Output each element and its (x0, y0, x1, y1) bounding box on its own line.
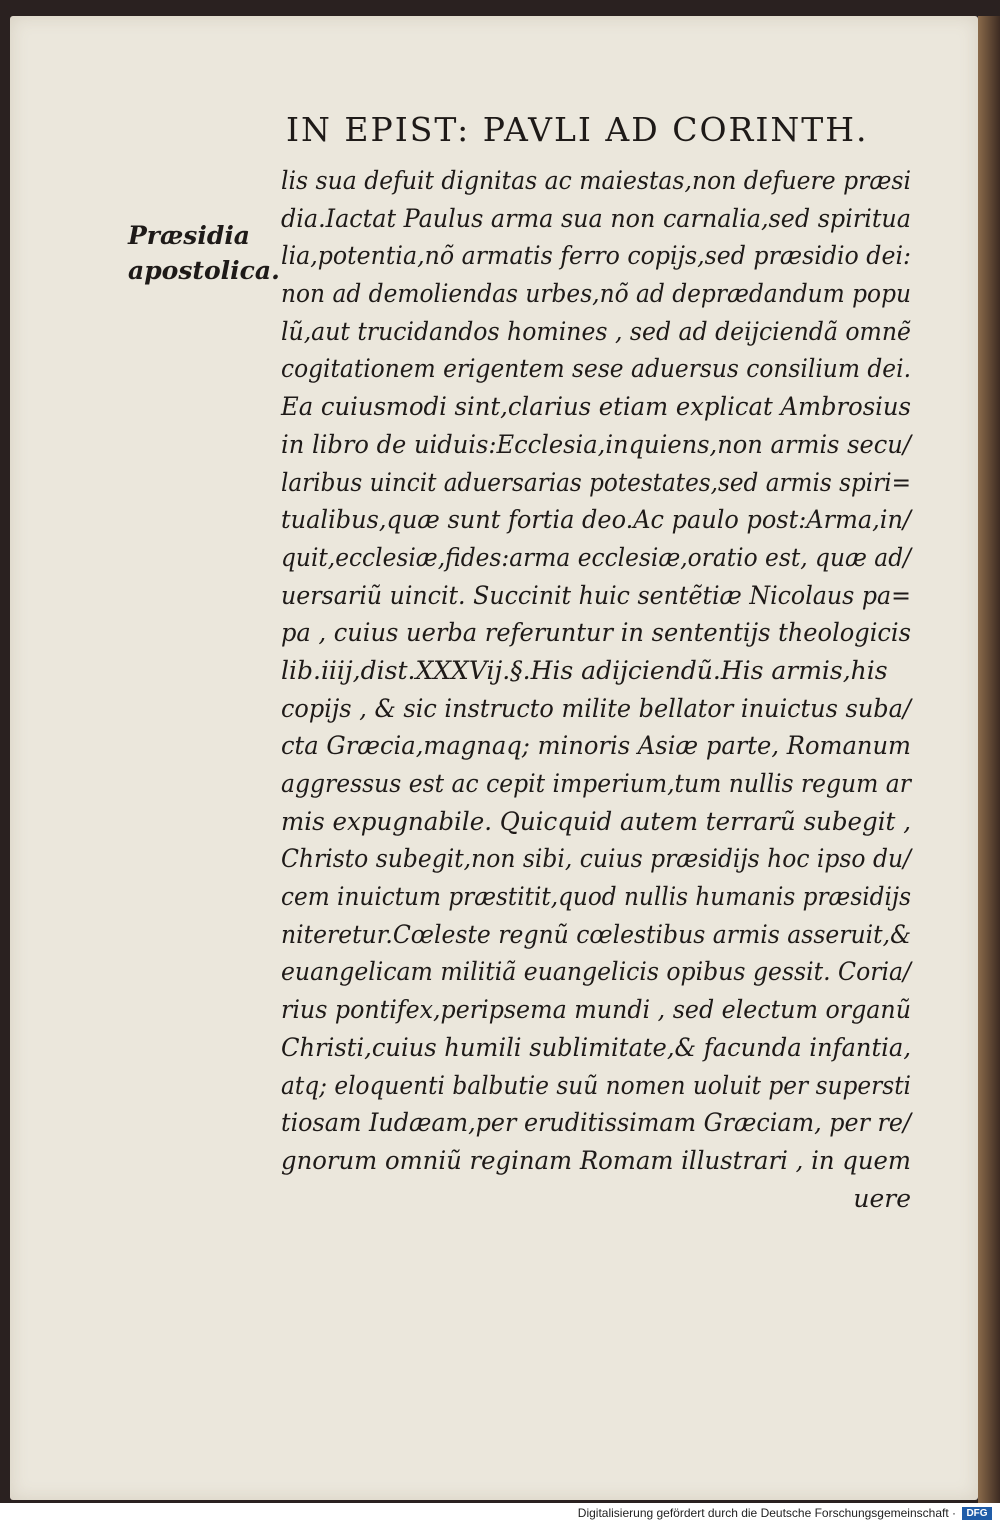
page-edge (978, 16, 1000, 1503)
text-line: mis expugnabile. Quicquid autem terrarũ subegit , (281, 806, 911, 836)
text-line: Christi,cuius humili sublimitate,& facunda infantia, (281, 1032, 911, 1062)
text-line: niteretur.Cœleste regnũ cœlestibus armis asseruit,& (281, 919, 911, 949)
text-line: copijs , & sic instructo milite bellator inuictus suba/ (281, 693, 911, 723)
text-line: atq; eloquenti balbutie suũ nomen uoluit per supersti (281, 1070, 911, 1100)
text-line: uersariũ uincit. Succinit huic sentẽtiæ Nicolaus pa= (281, 580, 911, 610)
text-line: lũ,aut trucidandos homines , sed ad deijciendã omnẽ (281, 316, 911, 346)
text-line: gnorum omniũ reginam Romam illustrari , in quem (281, 1145, 911, 1175)
text-line: non ad demoliendas urbes,nõ ad deprædandum popu (281, 279, 911, 309)
text-line: cogitationem erigentem sese aduersus consilium dei. (281, 354, 911, 384)
dfg-logo: DFG (962, 1507, 992, 1520)
marginal-note-line: apostolica. (128, 256, 280, 285)
text-line: lis sua defuit dignitas ac maiestas,non defuere præsi (281, 166, 911, 195)
text-line: rius pontifex,peripsema mundi , sed electum organũ (281, 995, 911, 1025)
catchword: uere (853, 1183, 911, 1213)
running-head: IN EPIST: PAVLI AD CORINTH. (286, 110, 869, 149)
text-line: aggressus est ac cepit imperium,tum nullis regum ar (281, 769, 911, 798)
text-line: tiosam Iudæam,per eruditissimam Græciam, per re/ (281, 1108, 911, 1138)
body-text (281, 162, 911, 1217)
text-line: cem inuictum præstitit,quod nullis humanis præsidijs (281, 882, 911, 912)
marginal-note-line: Præsidia (128, 221, 251, 250)
text-line: dia.Iactat Paulus arma sua non carnalia,sed spiritua (281, 203, 911, 233)
footer-credit: Digitalisierung gefördert durch die Deutsche Forschungsgemeinschaft · (577, 1506, 956, 1520)
text-line: Ea cuiusmodi sint,clarius etiam explicat Ambrosius (281, 392, 911, 422)
text-line: tualibus,quæ sunt fortia deo.Ac paulo post:Arma,in/ (281, 505, 911, 535)
text-line: quit,ecclesiæ,fides:arma ecclesiæ,oratio est, quæ ad/ (281, 542, 911, 572)
text-line: euangelicam militiã euangelicis opibus gessit. Coria/ (281, 957, 911, 987)
text-line: lia,potentia,nõ armatis ferro copijs,sed præsidio dei: (281, 241, 911, 271)
marginal-note (128, 218, 278, 288)
text-line: cta Græcia,magnaq; minoris Asiæ parte, Romanum (281, 731, 911, 761)
text-line: Christo subegit,non sibi, cuius præsidijs hoc ipso du/ (281, 844, 911, 874)
text-line: laribus uincit aduersarias potestates,sed armis spiri= (281, 467, 911, 497)
text-line: pa , cuius uerba referuntur in sententijs theologicis (281, 618, 911, 648)
text-line: in libro de uiduis:Ecclesia,inquiens,non armis secu/ (281, 429, 911, 459)
text-line: lib.iiij,dist.XXXVij.§.His adijciendũ.His armis,his (281, 655, 888, 685)
